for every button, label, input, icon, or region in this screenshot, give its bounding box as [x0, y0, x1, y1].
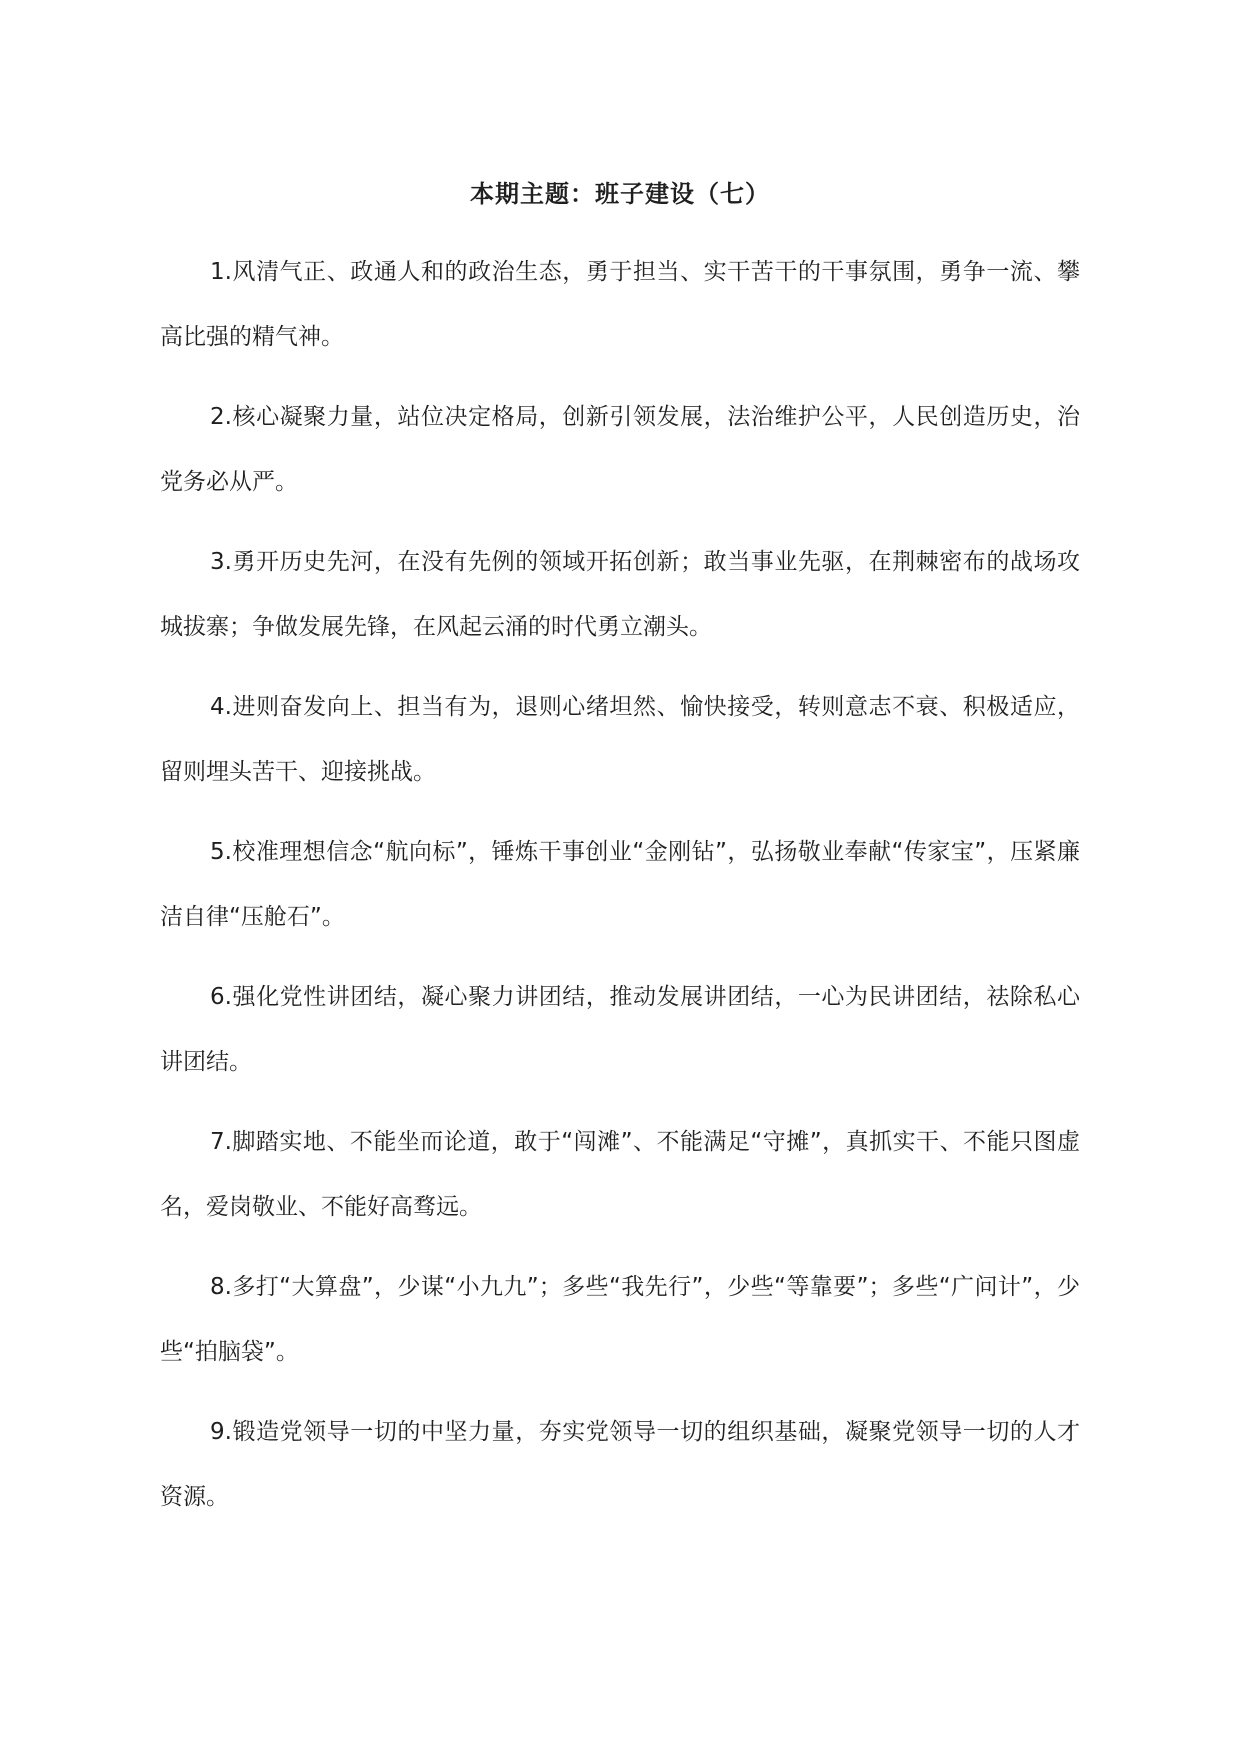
item-number: 5. — [210, 839, 232, 865]
item-number: 1. — [210, 259, 232, 285]
item-text: 多打“大算盘”，少谋“小九九”；多些“我先行”，少些“等靠要”；多些“广问计”，少些“拍脑袋”。 — [160, 1274, 1080, 1365]
item-text: 校准理想信念“航向标”，锤炼干事创业“金刚钻”，弘扬敬业奉献“传家宝”，压紧廉洁自律“压舱石”。 — [160, 839, 1080, 930]
document-page — [160, 178, 1080, 1545]
document-title: 本期主题：班子建设（七） — [470, 180, 770, 208]
item-number: 9. — [210, 1419, 232, 1445]
item-text: 锻造党领导一切的中坚力量，夯实党领导一切的组织基础，凝聚党领导一切的人才资源。 — [160, 1419, 1080, 1510]
list-item-8 — [160, 1255, 1080, 1385]
list-item-5 — [160, 820, 1080, 950]
item-text: 核心凝聚力量，站位决定格局，创新引领发展，法治维护公平，人民创造历史，治党务必从严。 — [160, 404, 1080, 495]
list-item-3 — [160, 530, 1080, 660]
item-text: 脚踏实地、不能坐而论道，敢于“闯滩”、不能满足“守摊”，真抓实干、不能只图虚名，爱岗敬业、不能好高骛远。 — [160, 1129, 1080, 1220]
item-number: 3. — [210, 549, 232, 575]
list-item-7 — [160, 1110, 1080, 1240]
item-number: 8. — [210, 1274, 232, 1300]
list-item-6 — [160, 965, 1080, 1095]
item-number: 6. — [210, 984, 232, 1010]
item-text: 勇开历史先河，在没有先例的领域开拓创新；敢当事业先驱，在荆棘密布的战场攻城拔寨；争做发展先锋，在风起云涌的时代勇立潮头。 — [160, 549, 1080, 640]
item-text: 风清气正、政通人和的政治生态，勇于担当、实干苦干的干事氛围，勇争一流、攀高比强的精气神。 — [160, 259, 1080, 350]
item-number: 7. — [210, 1129, 232, 1155]
list-item-1 — [160, 240, 1080, 370]
item-number: 4. — [210, 694, 232, 720]
list-item-9 — [160, 1400, 1080, 1530]
list-item-4 — [160, 675, 1080, 805]
item-text: 进则奋发向上、担当有为，退则心绪坦然、愉快接受，转则意志不衰、积极适应，留则埋头苦干、迎接挑战。 — [160, 694, 1080, 785]
item-text: 强化党性讲团结，凝心聚力讲团结，推动发展讲团结，一心为民讲团结，祛除私心讲团结。 — [160, 984, 1080, 1075]
item-number: 2. — [210, 404, 232, 430]
list-item-2 — [160, 385, 1080, 515]
